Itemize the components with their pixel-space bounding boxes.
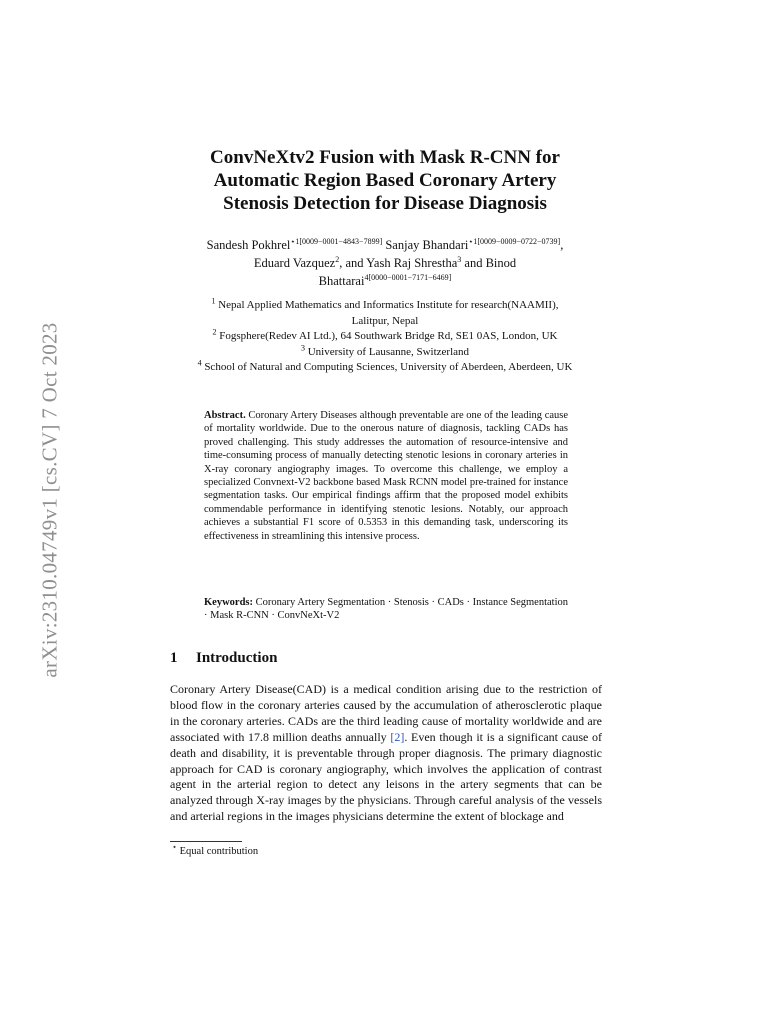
author-superscript: ⋆1[0009−0009−0722−0739] xyxy=(468,236,561,246)
section-heading xyxy=(170,650,277,667)
author-superscript: ⋆1[0009−0001−4843−7899] xyxy=(290,236,383,246)
abstract-label: Abstract. xyxy=(204,410,246,421)
abstract-text: Coronary Artery Diseases although preventable are one of the leading cause of mortality worldwide. Due to the onerous nature of diagnosis, tackling CADs has proved challenging. This study addresses the automation of resource-intensive and time-consuming process of manually detecting stenotic lesions in coronary arteries in X-ray coronary angiography images. To overcome this challenge, we employ a specialized Convnext-V2 backbone based Mask RCNN model pre-trained for instance segmentation tasks. Our empirical findings affirm that the proposed model exhibits commendable performance in identifying stenotic lesions. Notably, our approach achieves a substantial F1 score of 0.5353 in this demanding task, underscoring its effectiveness in streamlining this intensive process. xyxy=(204,410,569,542)
author-name: Eduard Vazquez xyxy=(253,256,336,270)
affiliation-item xyxy=(150,360,620,376)
author-line: Sandesh Pokhrel$^{⋆1[0009-0001-4843-7899]}$ Sanjay Bhandari$^{⋆1[0009-0009-0722-0739]}$, xyxy=(206,236,564,252)
author-name: Sandesh Pokhrel xyxy=(206,238,291,252)
citation-link[interactable]: [2] xyxy=(390,729,405,744)
affiliation-list xyxy=(150,298,620,376)
affiliation-text: School of Natural and Computing Sciences, University of Aberdeen, Aberdeen, UK xyxy=(204,361,573,373)
footnote-text: Equal contribution xyxy=(179,846,259,857)
author-line xyxy=(150,254,620,290)
author-superscript: 4[0000−0001−7171−6469] xyxy=(364,272,452,282)
author-name: Yash Raj Shrestha xyxy=(366,256,458,270)
keywords xyxy=(204,596,568,623)
intro-text: . Even though it is a significant cause of death and disability, it is preventable through proper diagnosis. The primary diagnostic approach for CAD is coronary angiography, which involves the application of contrast agent in the arterial region to detect any leisons in the artery segments that can be analyzed through X-ray images by the physicians. Through careful analysis of the vessels and arterial regions in the images physicians determine the extent of blockage and xyxy=(170,729,602,824)
affiliation-text: Fogsphere(Redev AI Ltd.), 64 Southwark Bridge Rd, SE1 0AS, London, UK xyxy=(219,330,558,342)
affiliation-item xyxy=(150,329,620,345)
affiliation-item-cont: Lalitpur, Nepal xyxy=(351,314,419,327)
footnote-rule xyxy=(170,841,242,842)
affiliation-number: 3 xyxy=(300,342,305,352)
affiliation-number: 1 xyxy=(211,296,216,306)
author-name: Sanjay Bhandari xyxy=(385,238,469,252)
arxiv-identifier: arXiv:2310.04749v1 [cs.CV] 7 Oct 2023 xyxy=(37,322,62,678)
intro-paragraph xyxy=(170,682,602,825)
author-list xyxy=(150,236,620,290)
keywords-text: Coronary Artery Segmentation · Stenosis · CADs · Instance Segmentation · Mask R-CNN · ConvNeXt-V2 xyxy=(204,597,569,622)
abstract xyxy=(204,409,568,543)
title-line: Stenosis Detection for Disease Diagnosis xyxy=(223,193,547,214)
title-line: Automatic Region Based Coronary Artery xyxy=(213,170,557,191)
affiliation-number: 2 xyxy=(212,327,217,337)
title-line: ConvNeXtv2 Fusion with Mask R-CNN for xyxy=(210,147,560,168)
affiliation-item xyxy=(150,342,620,361)
affiliation-number: 4 xyxy=(197,358,202,368)
affiliation-text: University of Lausanne, Switzerland xyxy=(307,345,470,358)
footnote-mark: ⋆ xyxy=(172,842,178,852)
keywords-label: Keywords: xyxy=(204,597,253,608)
author-separator: and xyxy=(461,256,486,270)
author-name-last: Binod Bhattarai xyxy=(318,256,517,288)
author-superscript: 2 xyxy=(335,254,340,264)
author-superscript: 3 xyxy=(457,254,462,264)
affiliation-item xyxy=(150,298,620,314)
author-separator: , and xyxy=(339,256,367,270)
intro-text: Coronary Artery Disease(CAD) is a medical condition arising due to the restriction of blood flow in the coronary arteries caused by the accumulation of atherosclerotic plaque in the coronary arteries. CADs are the third leading cause of mortality worldwide and are associated with 17.8 million deaths annually xyxy=(170,682,602,744)
section-title: Introduction xyxy=(196,650,278,666)
section-number: 1 xyxy=(170,650,178,666)
affiliation-text: Nepal Applied Mathematics and Informatics Institute for research(NAAMII), xyxy=(218,299,559,311)
footnote xyxy=(172,842,259,857)
paper-title xyxy=(150,146,620,215)
